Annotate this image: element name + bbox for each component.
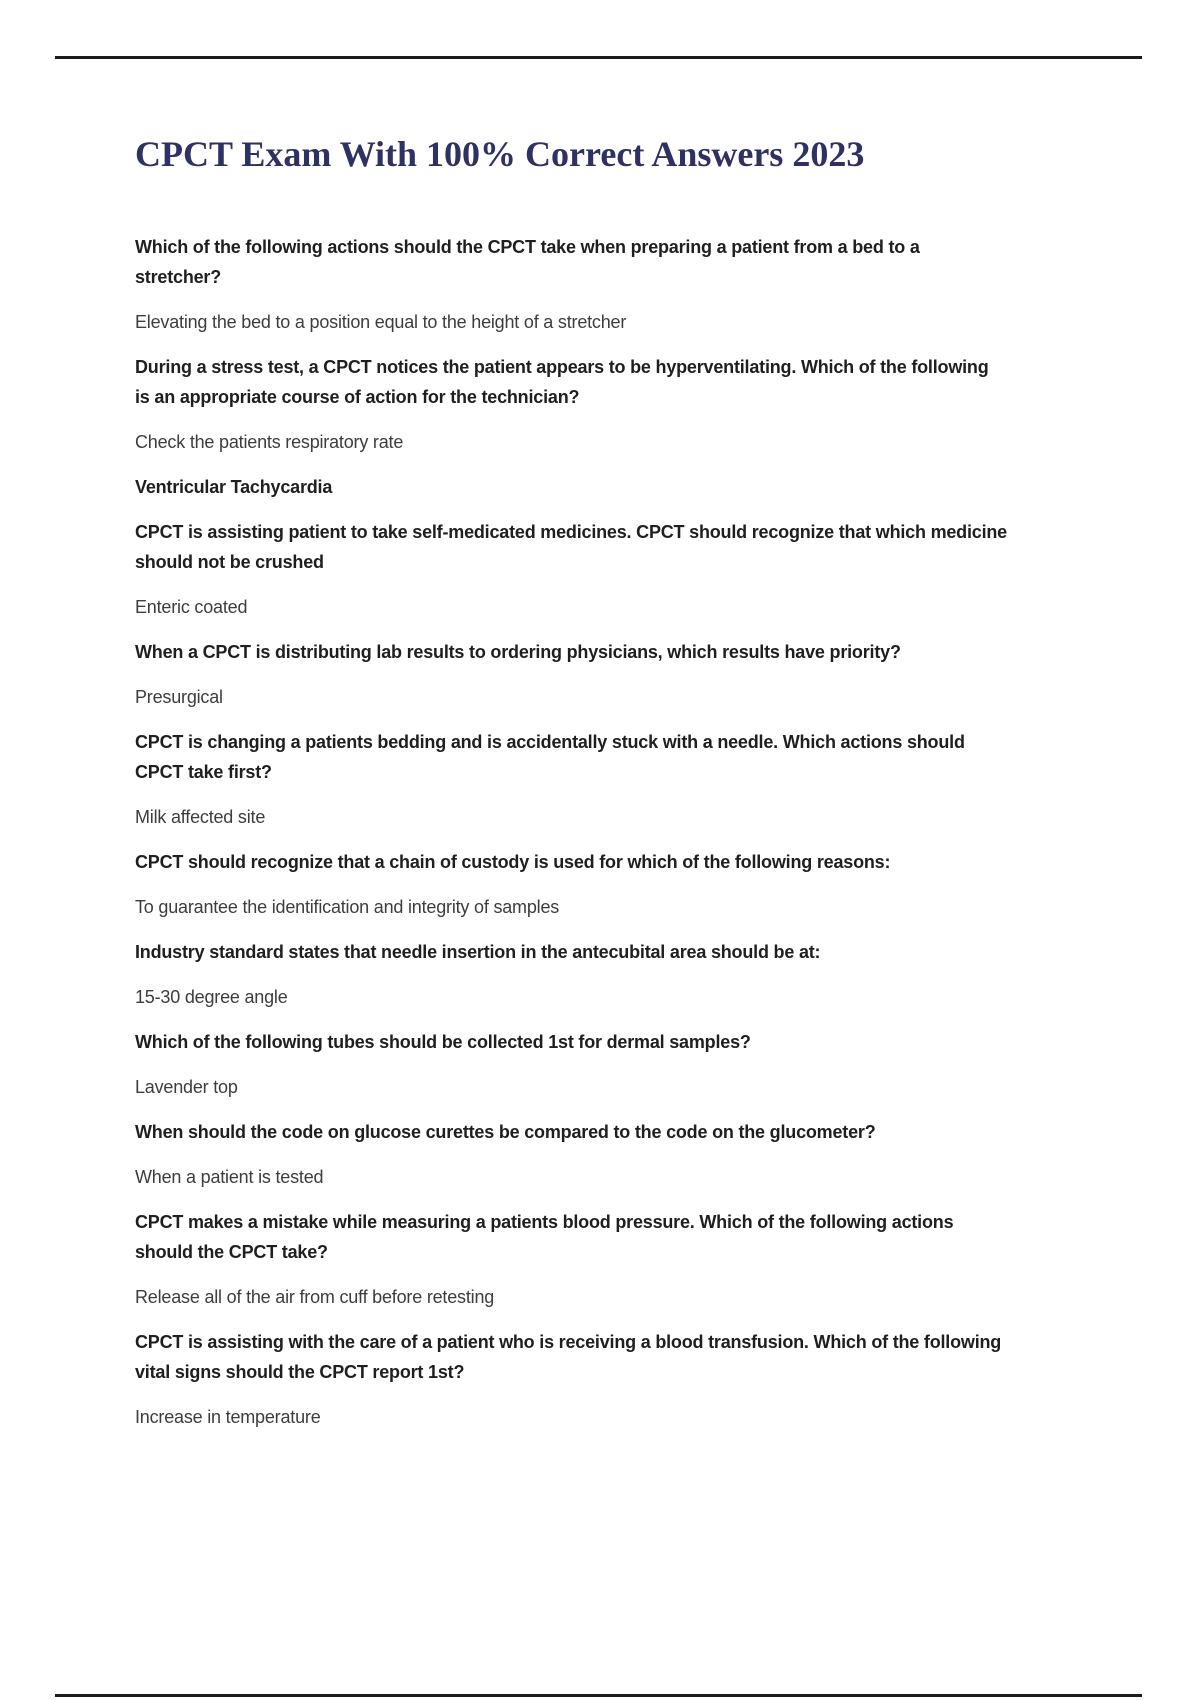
- question-text: [135, 517, 1035, 577]
- text-line: CPCT take first?: [135, 762, 272, 782]
- answer-text: [135, 892, 1035, 922]
- qa-list: [135, 232, 1035, 1432]
- text-line: Enteric coated: [135, 597, 248, 617]
- text-line: During a stress test, a CPCT notices the patient appears to be hyperventilating. Which of the following: [135, 357, 989, 377]
- text-line: Ventricular Tachycardia: [135, 477, 333, 497]
- question-text: [135, 352, 1035, 412]
- text-line: When a CPCT is distributing lab results to ordering physicians, which results have priority?: [135, 642, 901, 662]
- text-line: When should the code on glucose curettes be compared to the code on the glucometer?: [135, 1122, 876, 1142]
- text-line: CPCT is assisting with the care of a patient who is receiving a blood transfusion. Which of the following: [135, 1332, 1002, 1352]
- text-line: Industry standard states that needle insertion in the antecubital area should be at:: [135, 942, 821, 962]
- text-line: CPCT makes a mistake while measuring a patients blood pressure. Which of the following actions: [135, 1212, 954, 1232]
- page-title: CPCT Exam With 100% Correct Answers 2023: [135, 134, 865, 174]
- top-horizontal-rule: [55, 56, 1142, 59]
- text-line: should not be crushed: [135, 552, 324, 572]
- text-line: CPCT is assisting patient to take self-medicated medicines. CPCT should recognize that which medicine: [135, 522, 1007, 542]
- answer-text: [135, 802, 1035, 832]
- text-line: stretcher?: [135, 267, 222, 287]
- text-line: Presurgical: [135, 687, 223, 707]
- bottom-horizontal-rule: [55, 1694, 1142, 1697]
- question-text: [135, 1027, 1035, 1057]
- question-text: [135, 232, 1035, 292]
- text-line: Elevating the bed to a position equal to the height of a stretcher: [135, 312, 627, 332]
- question-text: [135, 937, 1035, 967]
- text-line: CPCT should recognize that a chain of custody is used for which of the following reasons:: [135, 852, 891, 872]
- text-line: is an appropriate course of action for the technician?: [135, 387, 580, 407]
- question-text: [135, 847, 1035, 877]
- text-line: Release all of the air from cuff before retesting: [135, 1287, 495, 1307]
- answer-text: [135, 427, 1035, 457]
- text-line: To guarantee the identification and integrity of samples: [135, 897, 560, 917]
- text-line: Which of the following tubes should be collected 1st for dermal samples?: [135, 1032, 751, 1052]
- question-text: [135, 1327, 1035, 1387]
- text-line: Lavender top: [135, 1077, 238, 1097]
- answer-text: [135, 1282, 1035, 1312]
- document-content: [135, 132, 1035, 1447]
- question-text: [135, 637, 1035, 667]
- answer-text: [135, 1402, 1035, 1432]
- answer-text: [135, 682, 1035, 712]
- text-line: Increase in temperature: [135, 1407, 321, 1427]
- question-text: [135, 1117, 1035, 1147]
- text-line: Check the patients respiratory rate: [135, 432, 404, 452]
- answer-text: [135, 1072, 1035, 1102]
- text-line: Milk affected site: [135, 807, 266, 827]
- question-text: [135, 727, 1035, 787]
- text-line: vital signs should the CPCT report 1st?: [135, 1362, 465, 1382]
- answer-text: [135, 982, 1035, 1012]
- answer-text: [135, 307, 1035, 337]
- question-text: [135, 472, 1035, 502]
- answer-text: [135, 1162, 1035, 1192]
- answer-text: [135, 592, 1035, 622]
- text-line: 15-30 degree angle: [135, 987, 288, 1007]
- text-line: Which of the following actions should the CPCT take when preparing a patient from a bed to a: [135, 237, 920, 257]
- text-line: should the CPCT take?: [135, 1242, 328, 1262]
- text-line: When a patient is tested: [135, 1167, 324, 1187]
- text-line: CPCT is changing a patients bedding and is accidentally stuck with a needle. Which actions should: [135, 732, 965, 752]
- question-text: [135, 1207, 1035, 1267]
